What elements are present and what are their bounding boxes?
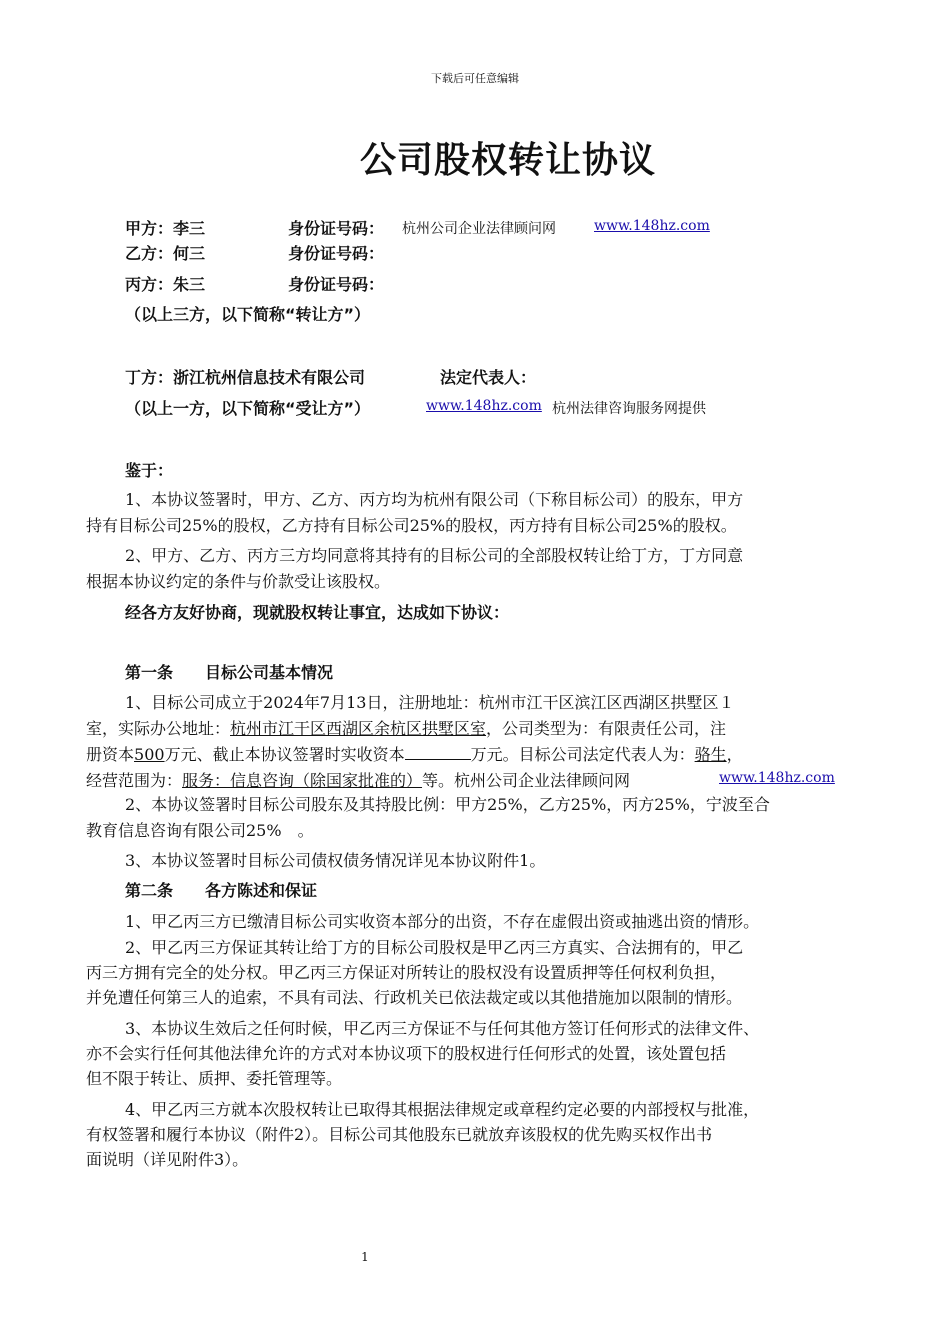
- article1-p3: 3、本协议签署时目标公司债权债务情况详见本协议附件1。: [125, 851, 546, 870]
- party-b-id-label: 身份证号码：: [288, 244, 385, 263]
- article1-p1-line4-b: 等。杭州公司企业法律顾问网: [422, 771, 631, 790]
- article2-p3-line3: 但不限于转让、质押、委托管理等。: [86, 1069, 343, 1088]
- article1-p2-line1: 2、本协议签署时目标公司股东及其持股比例：甲方25%，乙方25%，丙方25%，宁波至合: [125, 795, 770, 814]
- article1-p1-line3-b: 万元、截止本协议签署时实收资本: [164, 745, 405, 764]
- article2-p3-line1: 3、本协议生效后之任何时候，甲乙丙三方保证不与任何其他方签订任何形式的法律文件、: [125, 1019, 760, 1038]
- party-a-label: 甲方：李三: [125, 219, 206, 238]
- paid-in-capital-blank: [405, 745, 471, 760]
- party-c-id-label: 身份证号码：: [288, 275, 385, 294]
- article1-p2-line2: 教育信息咨询有限公司25% 。: [86, 821, 314, 840]
- article2-p4-line2: 有权签署和履行本协议（附件2）。目标公司其他股东已就放弃该股权的优先购买权作出书: [86, 1125, 713, 1144]
- whereas-p2-line1: 2、甲方、乙方、丙方三方均同意将其持有的目标公司的全部股权转让给丁方，丁方同意: [125, 546, 744, 565]
- party-d-rep-label: 法定代表人：: [440, 368, 537, 387]
- agreement-intro: 经各方友好协商，现就股权转让事宜，达成如下协议：: [125, 603, 510, 622]
- article2-p2-line1: 2、甲乙丙三方保证其转让给丁方的目标公司股权是甲乙丙三方真实、合法拥有的，甲乙: [125, 938, 744, 957]
- article1-p1-line3-a: 册资本: [86, 745, 135, 764]
- transferee-tail: 杭州法律咨询服务网提供: [552, 401, 706, 417]
- business-scope: 服务：信息咨询（除国家批准的）: [182, 771, 423, 790]
- article1-p1-line3: [86, 742, 743, 765]
- article1-p1-line4: [86, 768, 630, 791]
- whereas-heading: 鉴于：: [125, 461, 174, 480]
- transferee-link[interactable]: www.148hz.com: [426, 398, 542, 414]
- article1-p1-line2: [86, 716, 726, 739]
- header-note: 下载后可任意编辑: [431, 72, 519, 85]
- whereas-p1-line2: 持有目标公司25%的股权，乙方持有目标公司25%的股权，丙方持有目标公司25%的股权。: [86, 516, 737, 535]
- article1-p1-line3-d: ，: [726, 745, 743, 764]
- page-number: 1: [361, 1250, 369, 1264]
- article1-p1-line3-c: 万元。目标公司法定代表人为：: [470, 745, 695, 764]
- transferee-note: （以上一方，以下简称“受让方”）: [125, 399, 371, 418]
- transferor-note: （以上三方，以下简称“转让方”）: [125, 305, 371, 324]
- whereas-p1-line1: 1、本协议签署时，甲方、乙方、丙方均为杭州有限公司（下称目标公司）的股东，甲方: [125, 490, 744, 509]
- article2-p4-line3: 面说明（详见附件3）。: [86, 1150, 249, 1169]
- party-a-id-text: 杭州公司企业法律顾问网: [402, 221, 556, 237]
- article2-p1: 1、甲乙丙三方已缴清目标公司实收资本部分的出资，不存在虚假出资或抽逃出资的情形。: [125, 912, 760, 931]
- article1-heading: 第一条 目标公司基本情况: [125, 663, 334, 682]
- article1-p1-line2-b: ，公司类型为：有限责任公司，注: [486, 719, 727, 738]
- article1-link[interactable]: www.148hz.com: [719, 770, 835, 786]
- article1-p1-line2-a: 室，实际办公地址：: [86, 719, 231, 738]
- article2-p2-line3: 并免遭任何第三人的追索，不具有司法、行政机关已依法裁定或以其他措施加以限制的情形。: [86, 988, 743, 1007]
- party-a-id-label: 身份证号码：: [288, 219, 385, 238]
- registered-capital: 500: [134, 745, 165, 764]
- party-d-label: 丁方：浙江杭州信息技术有限公司: [125, 368, 366, 387]
- article2-p4-line1: 4、甲乙丙三方就本次股权转让已取得其根据法律规定或章程约定必要的内部授权与批准，: [125, 1100, 760, 1119]
- article2-heading: 第二条 各方陈述和保证: [125, 881, 318, 900]
- article2-p2-line2: 丙三方拥有完全的处分权。甲乙丙三方保证对所转让的股权没有设置质押等任何权利负担，: [86, 963, 727, 982]
- article1-p1-line1: 1、目标公司成立于2024年7月13日，注册地址：杭州市江干区滨江区西湖区拱墅区１: [125, 693, 735, 712]
- whereas-p2-line2: 根据本协议约定的条件与价款受让该股权。: [86, 572, 391, 591]
- party-b-label: 乙方：何三: [125, 244, 206, 263]
- article1-p1-line4-a: 经营范围为：: [86, 771, 183, 790]
- office-address: 杭州市江干区西湖区余杭区拱墅区室: [230, 719, 487, 738]
- document-title: 公司股权转让协议: [359, 140, 656, 181]
- party-a-link[interactable]: www.148hz.com: [594, 218, 710, 234]
- party-c-label: 丙方：朱三: [125, 275, 206, 294]
- legal-representative: 骆生: [694, 745, 727, 764]
- article2-p3-line2: 亦不会实行任何其他法律允许的方式对本协议项下的股权进行任何形式的处置，该处置包括: [86, 1044, 727, 1063]
